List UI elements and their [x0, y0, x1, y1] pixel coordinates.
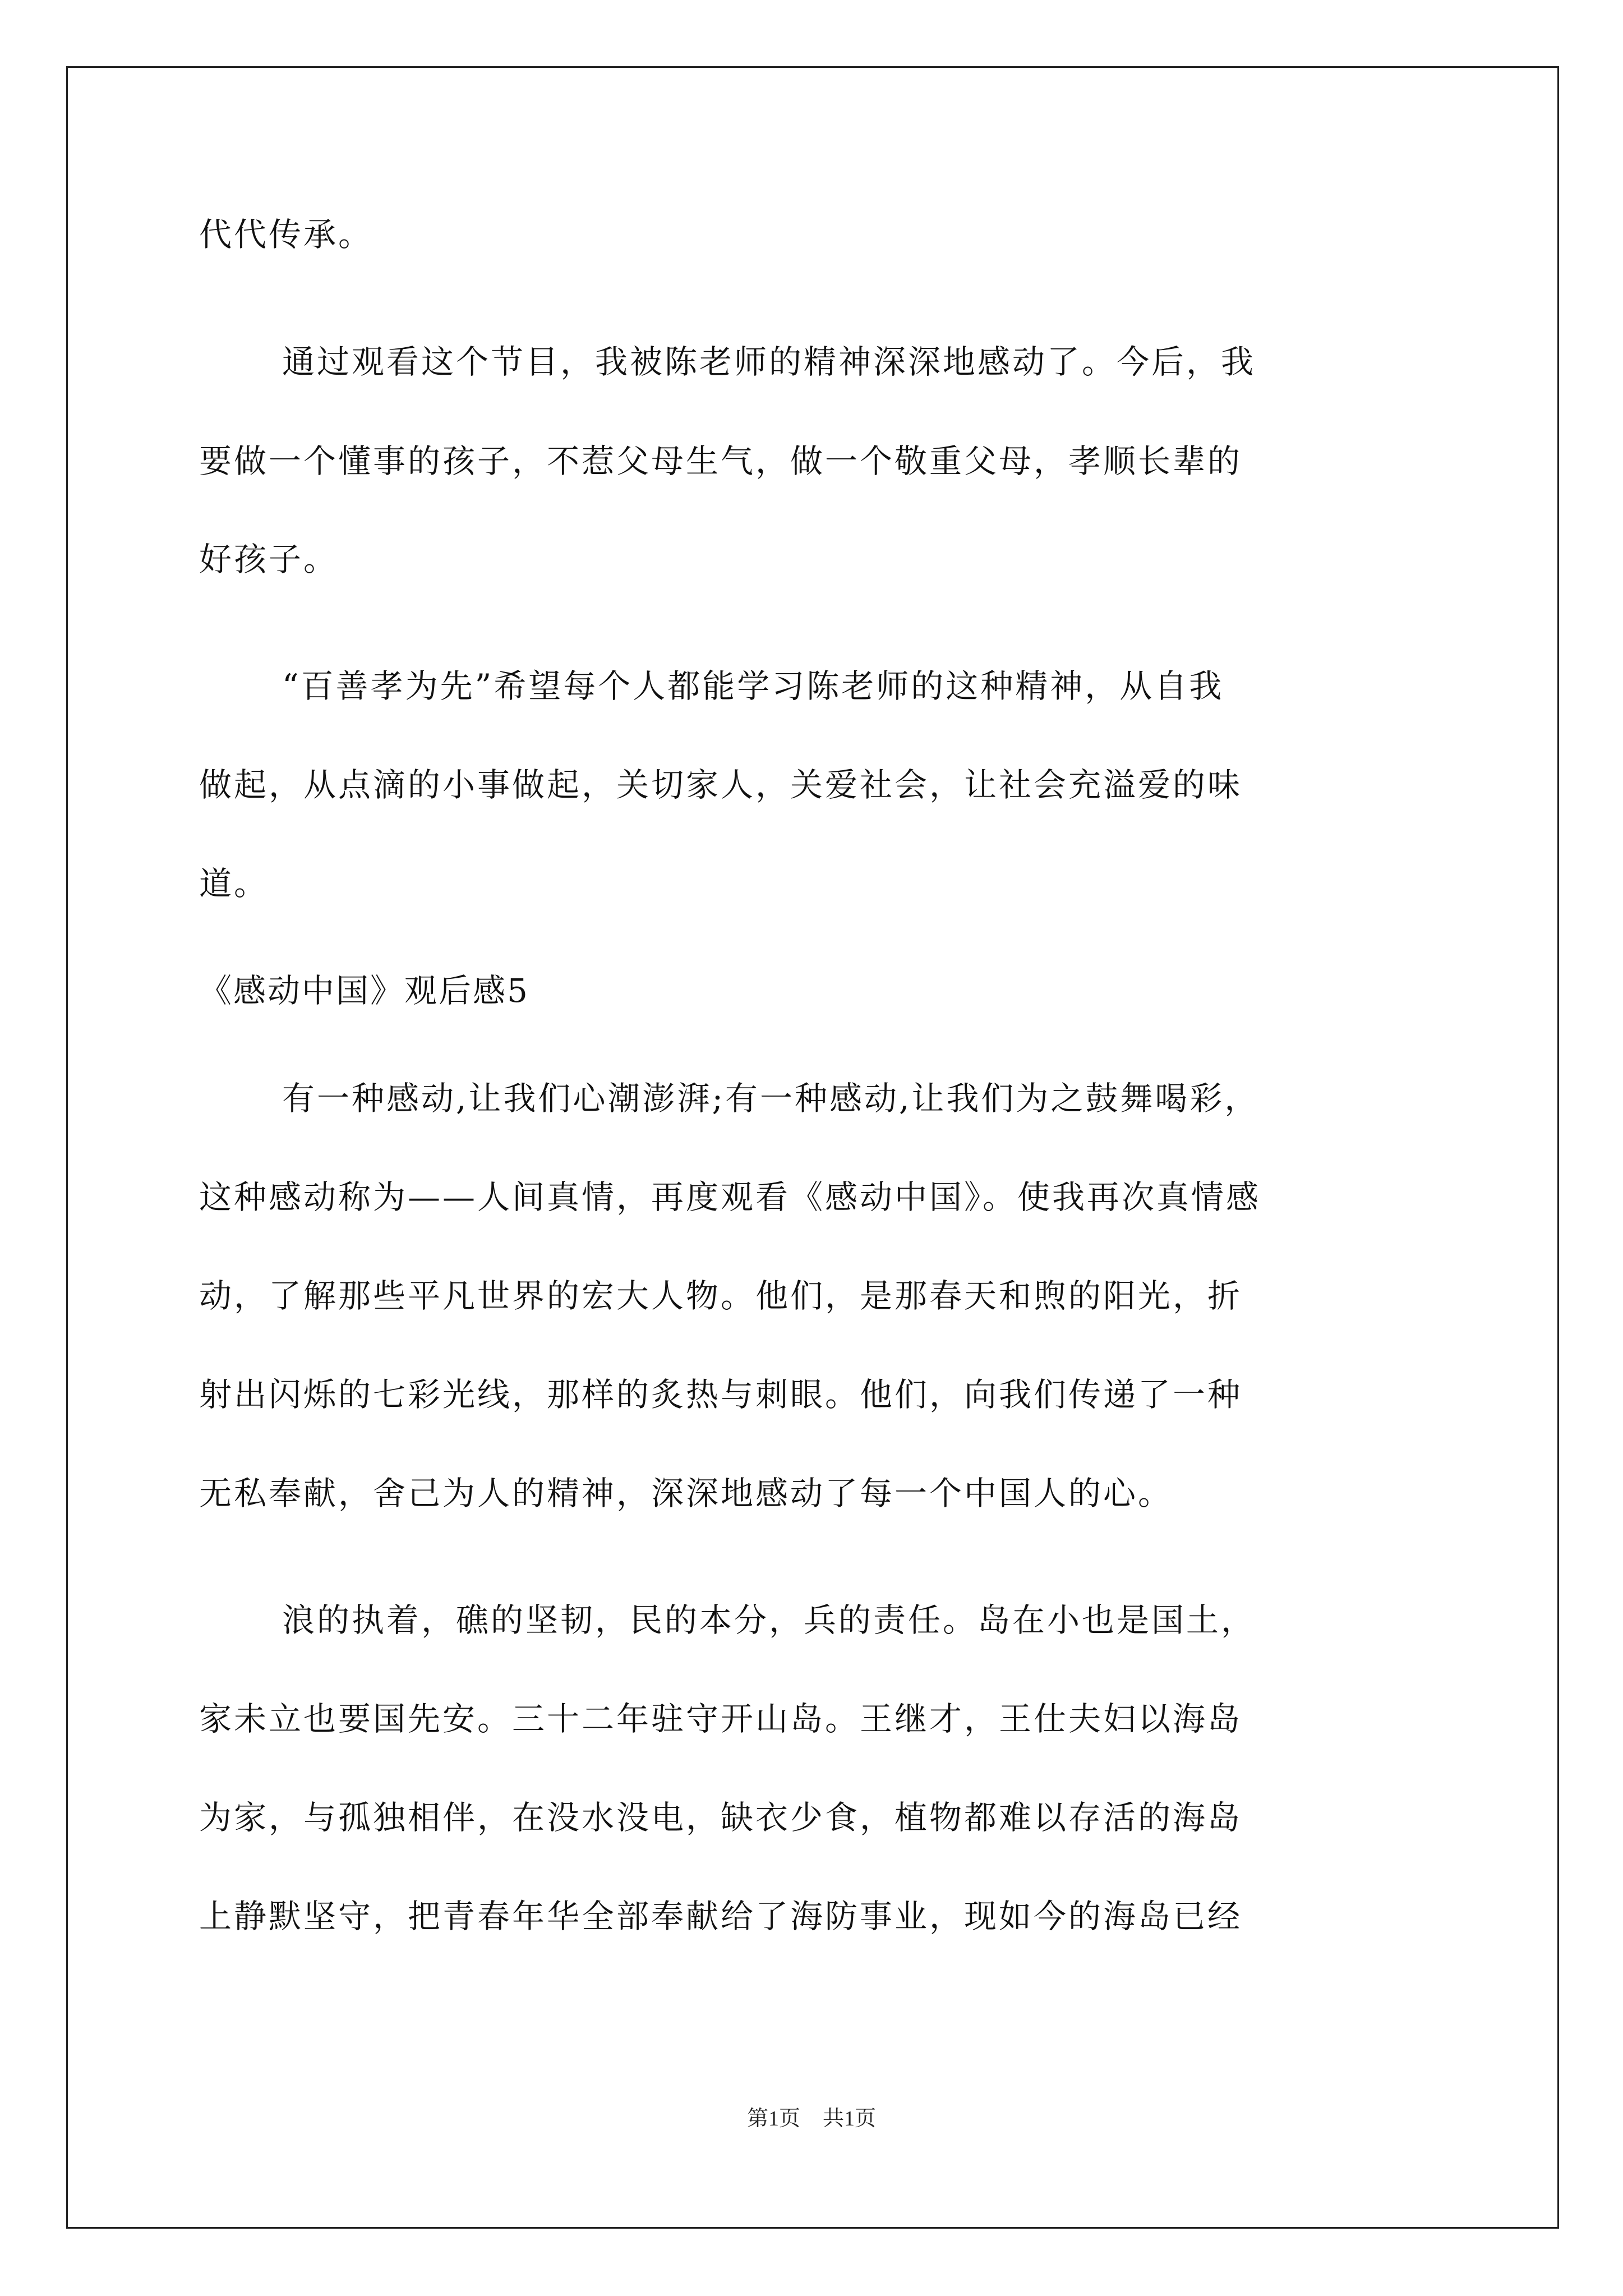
- section-heading: 《感动中国》观后感5: [199, 972, 529, 1010]
- paragraph-start-line: “百善孝为先”希望每个人都能学习陈老师的这种精神，从自我: [282, 667, 1224, 705]
- text-line: 代代传承。: [199, 215, 374, 254]
- text-line: 好孩子。: [199, 540, 339, 578]
- paragraph-start-line: 有一种感动,让我们心潮澎湃;有一种感动,让我们为之鼓舞喝彩，: [282, 1079, 1260, 1117]
- text-line: 动，了解那些平凡世界的宏大人物。他们，是那春天和煦的阳光，折: [199, 1277, 1243, 1315]
- text-line: 上静默坚守，把青春年华全部奉献给了海防事业，现如今的海岛已经: [199, 1897, 1243, 1935]
- page-number-total: 共1页: [823, 2107, 877, 2131]
- text-line: 要做一个懂事的孩子，不惹父母生气，做一个敬重父母，孝顺长辈的: [199, 442, 1243, 480]
- text-line: 道。: [199, 864, 269, 903]
- paragraph-start-line: 浪的执着，礁的坚韧，民的本分，兵的责任。岛在小也是国土，: [282, 1601, 1256, 1639]
- text-line: 无私奉献，舍己为人的精神，深深地感动了每一个中国人的心。: [199, 1474, 1173, 1512]
- page-number-current: 第1页: [746, 2107, 800, 2131]
- text-line: 家未立也要国先安。三十二年驻守开山岛。王继才，王仕夫妇以海岛: [199, 1700, 1243, 1738]
- text-line: 射出闪烁的七彩光线，那样的炙热与刺眼。他们，向我们传递了一种: [199, 1375, 1243, 1414]
- paragraph-start-line: 通过观看这个节目，我被陈老师的精神深深地感动了。今后，我: [282, 343, 1256, 381]
- text-line: 这种感动称为——人间真情，再度观看《感动中国》。使我再次真情感: [199, 1178, 1261, 1216]
- text-line: 做起，从点滴的小事做起，关切家人，关爱社会，让社会充溢爱的味: [199, 766, 1243, 804]
- page-footer: [0, 2105, 1623, 2133]
- text-line: 为家，与孤独相伴，在没水没电，缺衣少食，植物都难以存活的海岛: [199, 1798, 1243, 1837]
